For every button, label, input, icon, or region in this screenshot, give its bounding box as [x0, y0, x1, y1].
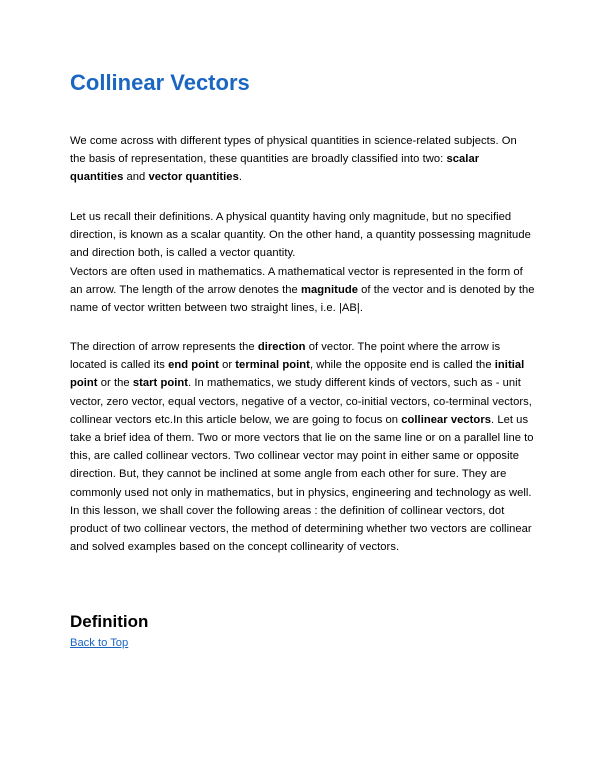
term-terminal-point: terminal point [235, 359, 310, 372]
vectors-text-1: Vectors are often used in mathematics. A mathematical vector is represented in the form of an arrow. The length of the arrow denotes the [70, 265, 523, 296]
definition-heading: Definition [70, 612, 149, 631]
term-start-point: start point [132, 377, 189, 390]
term-end-point: end point [168, 359, 219, 372]
direction-paragraph [70, 338, 535, 556]
intro-text-3: . [238, 171, 243, 184]
direction-text-3: or [218, 359, 236, 372]
term-direction: direction [257, 341, 306, 353]
direction-text-2: of vector. The point where the arrow is located is called its [70, 341, 501, 372]
term-scalar-quantities: scalar quantities [70, 153, 480, 184]
direction-text-4: , while the opposite end is called the [309, 359, 495, 372]
term-collinear-vectors: collinear vectors [401, 413, 491, 426]
direction-text-5: or the [97, 377, 133, 390]
intro-text-2: and [123, 171, 149, 184]
intro-text-1: We come across with different types of physical quantities in science-related subjects. On the basis of representation, these quantities are broadly classified into two: [70, 135, 517, 166]
direction-text-1: The direction of arrow represents the [70, 341, 258, 353]
intro-paragraph [70, 132, 535, 187]
back-to-top-link[interactable]: Back to Top [70, 637, 129, 649]
term-vector-quantities: vector quantities [148, 171, 239, 184]
definitions-paragraph [70, 208, 535, 317]
definitions-text: Let us recall their definitions. A physical quantity having only magnitude, but no specified direction, is known as a scalar quantity. On the other hand, a quantity possessing magnitude and direction both, is called a vector quantity. [70, 211, 531, 260]
term-initial-point: initial point [70, 359, 525, 390]
page-title: Collinear Vectors [70, 70, 250, 95]
direction-text-6: . In mathematics, we study different kinds of vectors, such as - unit vector, zero vector, equal vectors, negative of a vector, co-initial vectors, co-terminal vectors, collinear vectors etc.In this article below, we are going to focus on [70, 377, 532, 426]
term-magnitude: magnitude [300, 283, 358, 296]
vectors-text-2: of the vector and is denoted by the name of vector written between two straight lines, i.e. |AB|. [70, 283, 535, 315]
direction-text-7: . Let us take a brief idea of them. Two or more vectors that lie on the same line or on a parallel line to this, are called collinear vectors. Two collinear vector may point in either same or opposite direction. But, they cannot be inclined at some angle from each other for sure. They are commonly used not only in mathematics, but in physics, engineering and technology as well. In this lesson, we shall cover the following areas : the definition of collinear vectors, dot product of two collinear vectors, the method of determining whether two vectors are collinear and solved examples based on the concept collinearity of vectors. [70, 413, 534, 554]
